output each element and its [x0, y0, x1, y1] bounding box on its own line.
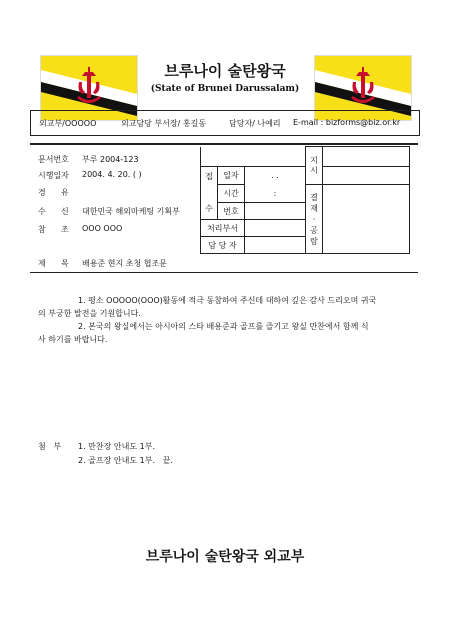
- ram-char: 람: [310, 236, 318, 246]
- recipient: 대한민국 해외마케팅 기획부: [82, 207, 180, 216]
- attachment-item-2: 2. 골프장 안내도 1부. 끝.: [78, 456, 173, 465]
- gyeol-char: 결: [310, 192, 318, 202]
- jeop-char: 접: [205, 172, 213, 181]
- doc-number: 부루 2004-123: [82, 155, 139, 164]
- cc: OOO OOO: [82, 224, 123, 233]
- receipt-time: :: [245, 185, 306, 203]
- subject-rule: [30, 272, 418, 273]
- body-p2-line2: 사 하기를 바랍니다.: [38, 335, 108, 344]
- contact-person: 담당자/ 나예리: [229, 119, 281, 128]
- body-p2-line1: 2. 본국의 왕실에서는 아시아의 스타 배용준과 골프를 즐기고 왕실 만찬에서 함께 식: [78, 322, 369, 331]
- issue-date: 2004. 4. 20. ( ): [82, 170, 142, 179]
- person-in-charge-label: 담 당 자: [201, 237, 245, 254]
- body-p1-line2: 의 부궁한 발전을 기원합니다.: [38, 309, 141, 318]
- su-char: 수: [205, 204, 213, 213]
- contact-bar: [30, 110, 420, 136]
- subject-label: 제 목: [38, 259, 69, 268]
- ji-char: 지: [310, 155, 318, 165]
- contact-org: 외교부/OOOOO: [39, 119, 97, 128]
- sender-signature: 브루나이 술탄왕국 외교부: [145, 549, 305, 565]
- date-label: 시행일자: [38, 171, 69, 180]
- country-title: 브루나이 술탄왕국: [164, 62, 286, 80]
- contact-dept: 외교담당 부서장/ 홍길동: [121, 119, 207, 128]
- via-label: 경 유: [38, 188, 69, 197]
- processing-dept-label: 처리부서: [201, 220, 245, 237]
- attachment-label: 첨 부: [38, 442, 62, 451]
- contact-email: E-mail : bizforms@biz.or.kr: [293, 118, 401, 127]
- recipient-label: 수 신: [38, 207, 69, 216]
- jae-char: 재: [310, 203, 318, 213]
- si-char: 시: [310, 165, 318, 175]
- top-rule: [30, 143, 418, 145]
- receipt-table: [200, 146, 410, 254]
- time-label-cell: 시간: [218, 185, 245, 203]
- attachment-item-1: 1. 만찬장 안내도 1부.: [78, 442, 155, 451]
- subject-text: 배용준 현지 초청 협조문: [82, 259, 167, 268]
- cc-label: 참 조: [38, 225, 69, 234]
- receipt-date: . .: [245, 167, 306, 185]
- number-label-cell: 번호: [218, 203, 245, 220]
- dot-char: ·: [312, 214, 316, 224]
- doc-number-label: 문서번호: [38, 155, 69, 164]
- country-subtitle: (State of Brunei Darussalam): [150, 84, 300, 94]
- gong-char: 공: [310, 225, 318, 235]
- date-label-cell: 일자: [218, 167, 245, 185]
- body-p1-line1: 1. 평소 OOOOO(OOO)활동에 적극 동참하여 주신데 대하여 깊은 감사 드리오며 귀국: [78, 296, 377, 305]
